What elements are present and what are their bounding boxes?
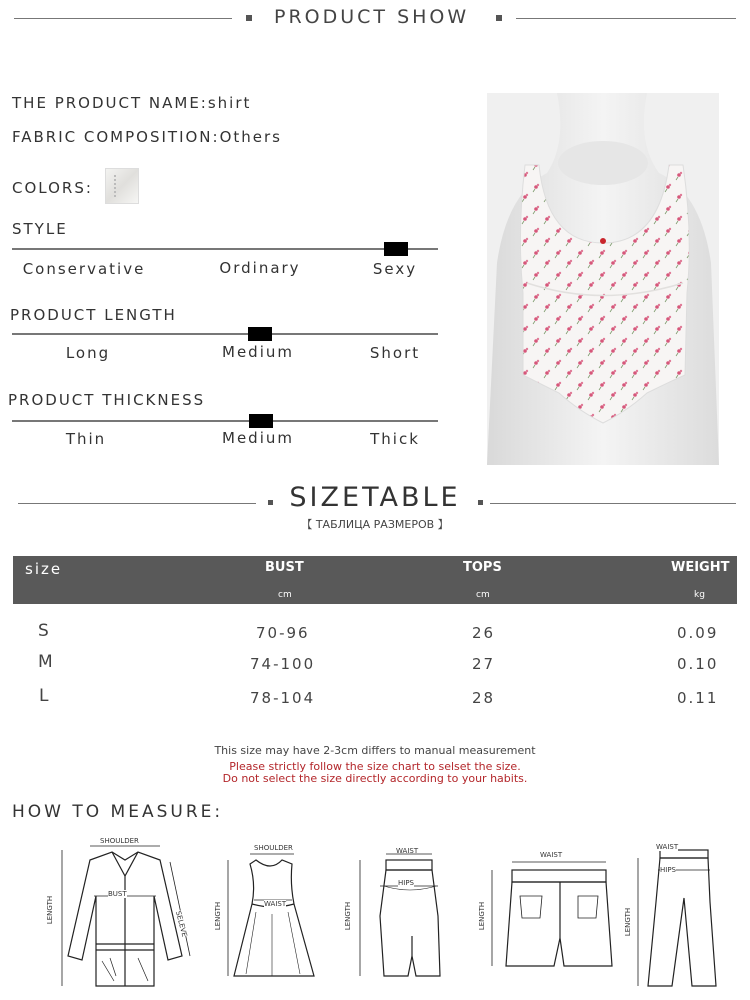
cell-size: L	[39, 686, 51, 706]
length-option-long: Long	[65, 344, 111, 362]
column-tops: TOPS	[463, 560, 502, 575]
cell-bust: 74-100	[250, 655, 316, 673]
cell-tops: 26	[472, 624, 496, 642]
thickness-option-medium: Medium	[222, 429, 294, 447]
length-label: PRODUCT LENGTH	[10, 306, 177, 324]
header-right-dot	[496, 15, 502, 21]
skirt-hips-label: HIPS	[398, 879, 414, 887]
cell-size: M	[38, 652, 55, 672]
dress-measure-figure	[216, 842, 316, 982]
unit-weight: kg	[694, 590, 705, 600]
how-to-measure-title: HOW TO MEASURE:	[12, 802, 224, 822]
length-selected-marker	[248, 327, 272, 341]
sizetable-right-dot	[478, 500, 483, 505]
fabric-composition: FABRIC COMPOSITION:Others	[12, 128, 282, 146]
style-selected-marker	[384, 242, 408, 256]
colors-label: COLORS:	[12, 179, 93, 197]
thickness-label: PRODUCT THICKNESS	[8, 391, 206, 409]
color-swatch-white[interactable]	[105, 168, 139, 204]
header-left-dot	[246, 15, 252, 21]
jacket-measure-figure	[46, 836, 200, 994]
pants-hips-label: HIPS	[660, 866, 676, 874]
style-option-conservative: Conservative	[22, 260, 146, 278]
product-name: THE PRODUCT NAME:shirt	[12, 94, 252, 112]
column-weight: WEIGHT	[671, 560, 730, 575]
header-left-line	[14, 18, 232, 19]
page-title: PRODUCT SHOW	[274, 6, 470, 28]
unit-bust: cm	[278, 590, 292, 600]
skirt-length-label: LENGTH	[344, 901, 353, 931]
note-habits: Do not select the size directly according to your habits.	[222, 772, 528, 785]
thickness-scale-line	[12, 420, 438, 422]
length-option-medium: Medium	[222, 343, 294, 361]
style-scale-line	[12, 248, 438, 250]
dress-waist-label: WAIST	[264, 900, 287, 908]
pants-length-label: LENGTH	[624, 907, 633, 937]
jacket-shoulder-label: SHOULDER	[100, 837, 139, 845]
style-option-sexy: Sexy	[372, 260, 418, 278]
style-label: STYLE	[12, 220, 68, 238]
cell-bust: 70-96	[256, 624, 310, 642]
column-bust: BUST	[265, 560, 304, 575]
length-option-short: Short	[369, 344, 421, 362]
shorts-length-label: LENGTH	[478, 901, 487, 931]
shorts-measure-figure	[480, 848, 620, 974]
size-table-header	[13, 556, 737, 604]
dress-length-label: LENGTH	[214, 901, 223, 931]
note-measurement: This size may have 2-3cm differs to manual measurement	[214, 744, 536, 757]
pants-waist-label: WAIST	[656, 843, 679, 851]
cell-weight: 0.11	[677, 689, 719, 707]
jacket-length-label: LENGTH	[46, 895, 55, 925]
thickness-option-thin: Thin	[65, 430, 107, 448]
dress-shoulder-label: SHOULDER	[254, 844, 293, 852]
sizetable-subtitle: 【 ТАБЛИЦА РАЗМЕРОВ 】	[301, 518, 449, 531]
jacket-bust-label: BUST	[108, 890, 127, 898]
pants-measure-figure	[626, 842, 726, 990]
column-size: size	[25, 560, 63, 578]
product-photo	[487, 93, 719, 465]
length-scale-line	[12, 333, 438, 335]
cell-tops: 27	[472, 655, 496, 673]
cell-tops: 28	[472, 689, 496, 707]
style-option-ordinary: Ordinary	[219, 259, 301, 277]
cell-weight: 0.10	[677, 655, 719, 673]
shorts-waist-label: WAIST	[540, 851, 563, 859]
sizetable-right-line	[490, 503, 736, 504]
unit-tops: cm	[476, 590, 490, 600]
jacket-sleeve-label: SELEVE	[173, 910, 189, 938]
skirt-measure-figure	[340, 846, 450, 986]
note-follow-chart: Please strictly follow the size chart to selset the size.	[229, 760, 521, 773]
header-right-line	[516, 18, 736, 19]
cell-size: S	[38, 621, 51, 641]
thickness-selected-marker	[249, 414, 273, 428]
skirt-waist-label: WAIST	[396, 847, 419, 855]
thickness-option-thick: Thick	[370, 430, 420, 448]
cell-bust: 78-104	[250, 689, 316, 707]
cell-weight: 0.09	[677, 624, 719, 642]
sizetable-title: SIZETABLE	[289, 482, 461, 513]
